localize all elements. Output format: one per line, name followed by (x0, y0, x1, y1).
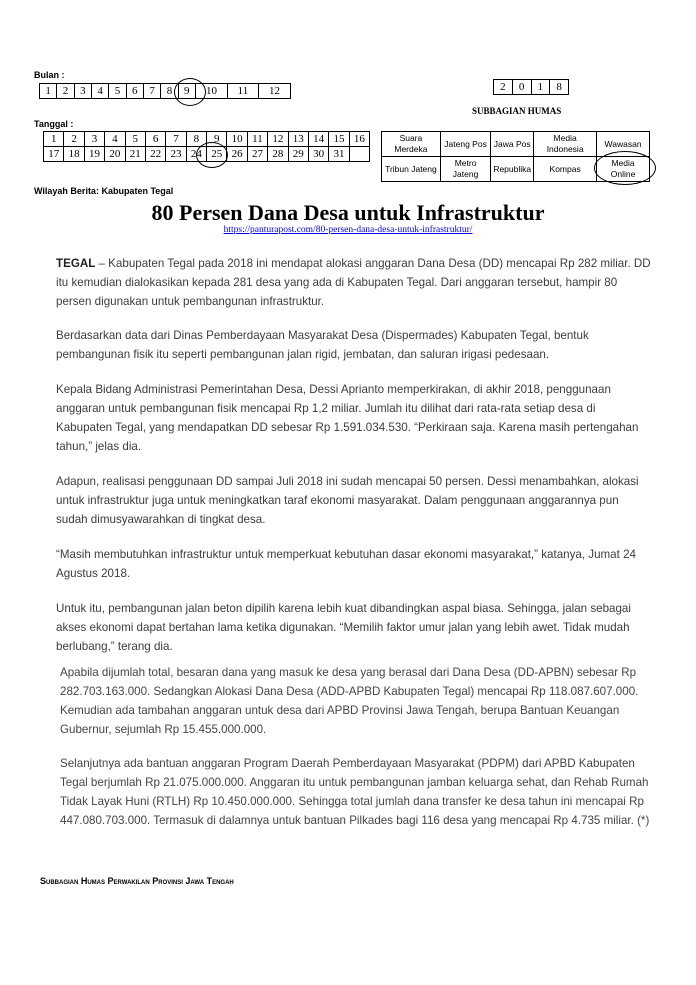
date-cell: 25 (207, 147, 227, 162)
media-cell: Republika (491, 157, 534, 182)
date-cell: 1 (44, 132, 64, 147)
paragraph-1-text: – Kabupaten Tegal pada 2018 ini mendapat alokasi anggaran Dana Desa (DD) mencapai Rp 282 miliar. DD itu kemudian dialokasikan kepada 281 desa yang ada di Kabupaten Tegal. Dari anggaran tersebut, hampir 80 persen digunakan untuk pembangunan infrastruktur. (56, 257, 651, 308)
date-cell: 18 (64, 147, 84, 162)
date-cell: 16 (349, 132, 369, 147)
date-cell: 11 (247, 132, 267, 147)
month-grid (39, 83, 291, 99)
paragraph-3: Kepala Bidang Administrasi Pemerintahan Desa, Dessi Aprianto memperkirakan, di akhir 2018, penggunaan anggaran untuk pembangunan fisik mencapai Rp 1,2 miliar. Jumlah itu dilihat dari rata-rata setiap desa di Kabupaten Tegal, yang mendapatkan DD sebesar Rp 1.591.034.530. “Perkiraan saja. Karena masih pertengahan tahun,” jelas dia. (56, 383, 639, 453)
selected-media-circle (594, 151, 656, 185)
selected-month-circle (174, 78, 206, 106)
date-cell: 14 (308, 132, 328, 147)
bulan-label: Bulan : (34, 70, 65, 80)
date-cell: 13 (288, 132, 308, 147)
month-cell: 9 (178, 84, 195, 99)
tanggal-label: Tanggal : (34, 119, 74, 129)
date-cell: 7 (166, 132, 186, 147)
media-cell: Jateng Pos (440, 132, 490, 157)
date-cell: 21 (125, 147, 145, 162)
date-cell: 27 (247, 147, 267, 162)
wilayah-label: Wilayah Berita: Kabupaten Tegal (34, 186, 174, 196)
month-cell: 8 (161, 84, 178, 99)
month-cell: 6 (126, 84, 143, 99)
date-cell: 24 (186, 147, 206, 162)
paragraph-1 (56, 254, 652, 311)
date-cell: 10 (227, 132, 247, 147)
media-cell: Suara Merdeka (382, 132, 441, 157)
date-cell: 22 (145, 147, 165, 162)
date-cell: 5 (125, 132, 145, 147)
paragraph-8: Selanjutnya ada bantuan anggaran Program Daerah Pemberdayaan Masyarakat (PDPM) dari APBD Kabupaten Tegal berjumlah Rp 21.075.000.000. Anggaran itu untuk pembangunan jamban keluarga sehat, dan Rehab Rumah Tidak Layak Huni (RTLH) Rp 10.450.000.000. Sehingga total jumlah dana transfer ke desa tahun ini mencapai Rp 447.080.703.000. Termasuk di dalamnya untuk bantuan Pilkades bagi 116 desa yang mencapai Rp 4.735 miliar. (*) (60, 757, 650, 827)
year-digit-cell: 0 (512, 80, 531, 95)
date-cell: 12 (268, 132, 288, 147)
month-cell: 2 (57, 84, 74, 99)
article-title: 80 Persen Dana Desa untuk Infrastruktur (151, 200, 545, 225)
media-cell: Tribun Jateng (382, 157, 441, 182)
paragraph-7: Apabila dijumlah total, besaran dana yang masuk ke desa yang berasal dari Dana Desa (DD-APBN) sebesar Rp 282.703.163.000. Sedangkan Alokasi Dana Desa (ADD-APBD Kabupaten Tegal) mencapai Rp 118.087.607.000. Kemudian ada tambahan anggaran untuk desa dari APBD Provinsi Jawa Tengah, berupa Bantuan Keuangan Gubernur, sejumlah Rp 15.455.000.000. (60, 666, 639, 736)
date-cell: 26 (227, 147, 247, 162)
month-cell: 10 (195, 84, 227, 99)
date-cell: 29 (288, 147, 308, 162)
date-cell: 2 (64, 132, 84, 147)
date-cell: 19 (84, 147, 104, 162)
date-cell: 31 (329, 147, 349, 162)
media-cell: Kompas (534, 157, 597, 182)
year-digit-cell: 8 (550, 80, 569, 95)
department-label: SUBBAGIAN HUMAS (472, 106, 562, 116)
date-cell: 6 (145, 132, 165, 147)
date-cell: 15 (329, 132, 349, 147)
month-cell: 12 (258, 84, 290, 99)
month-cell: 4 (91, 84, 108, 99)
paragraph-5: “Masih membutuhkan infrastruktur untuk memperkuat kebutuhan dasar ekonomi masyarakat,” katanya, Jumat 24 Agustus 2018. (56, 548, 636, 580)
lead-word: TEGAL (56, 257, 96, 270)
paragraph-2: Berdasarkan data dari Dinas Pemberdayaan Masyarakat Desa (Dispermades) Kabupaten Tegal, bentuk pembangunan fisik itu seperti pembangunan jalan rigid, jembatan, dan saluran irigasi pedesaan. (56, 329, 589, 361)
media-cell: Metro Jateng (440, 157, 490, 182)
year-digit-cell: 1 (531, 80, 550, 95)
paragraph-4: Adapun, realisasi penggunaan DD sampai Juli 2018 ini sudah mencapai 50 persen. Dessi menambahkan, alokasi untuk infrastruktur juga untuk meningkatkan taraf ekonomi masyarakat. Dalam penggunaan anggarannya pun sudah dimusyawarahkan di tingkat desa. (56, 475, 639, 526)
media-cell: Wawasan (597, 132, 650, 157)
article-url[interactable]: https://panturapost.com/80-persen-dana-desa-untuk-infrastruktur/ (223, 225, 473, 235)
date-cell: 17 (44, 147, 64, 162)
date-cell: 20 (105, 147, 125, 162)
date-cell: 23 (166, 147, 186, 162)
year-digit-cell: 2 (494, 80, 513, 95)
date-cell: 3 (84, 132, 104, 147)
month-cell: 5 (109, 84, 126, 99)
selected-date-circle (196, 142, 228, 168)
month-cell: 1 (40, 84, 57, 99)
date-cell: 4 (105, 132, 125, 147)
year-grid (493, 79, 569, 95)
media-cell: Media Online (597, 157, 650, 182)
month-cell: 7 (143, 84, 160, 99)
date-cell: 28 (268, 147, 288, 162)
media-cell: Jawa Pos (491, 132, 534, 157)
paragraph-6: Untuk itu, pembangunan jalan beton dipilih karena lebih kuat dibandingkan aspal biasa. Sehingga, jalan sebagai akses ekonomi dapat bertahan lama ketika digunakan. “Memilih faktor umur jalan yang lebih awet. Tidak mudah berlubang,” terang dia. (56, 602, 631, 653)
date-cell: 8 (186, 132, 206, 147)
date-cell: 9 (207, 132, 227, 147)
date-cell: 30 (308, 147, 328, 162)
media-cell: Media Indonesia (534, 132, 597, 157)
month-cell: 3 (74, 84, 91, 99)
footer-text: Subbagian Humas Perwakilan Provinsi Jawa Tengah (40, 876, 234, 886)
month-cell: 11 (227, 84, 258, 99)
date-cell (349, 147, 369, 162)
